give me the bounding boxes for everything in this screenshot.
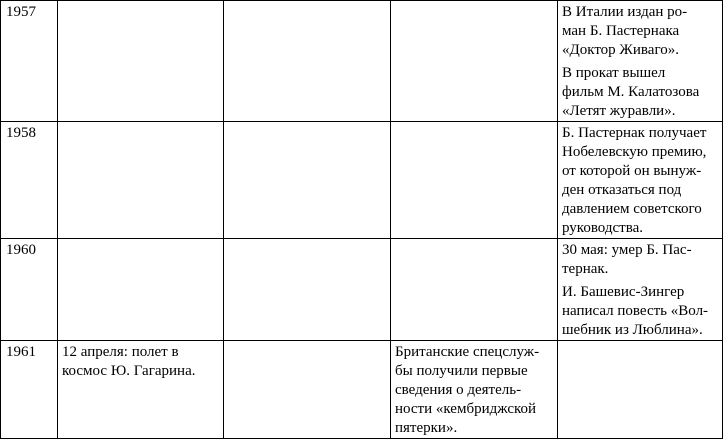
text-line: ности «кембриджской xyxy=(395,401,537,417)
event-paragraph xyxy=(562,3,718,60)
year-cell xyxy=(1,1,58,122)
event-paragraph xyxy=(62,343,219,381)
empty-cell xyxy=(58,1,224,122)
event-paragraph xyxy=(395,343,553,438)
events-cell xyxy=(58,341,224,439)
text-line: ден отказаться под xyxy=(562,182,682,198)
table-row-1961 xyxy=(1,341,723,439)
year-cell xyxy=(1,122,58,239)
text-line: «Доктор Живаго». xyxy=(562,42,679,58)
empty-cell xyxy=(391,239,558,341)
text-line: ман Б. Пастернака xyxy=(562,23,680,39)
empty-cell xyxy=(224,122,391,239)
empty-cell xyxy=(58,239,224,341)
text-line: космос Ю. Гагарина. xyxy=(62,363,196,379)
year-cell xyxy=(1,341,58,439)
text-line: руководства. xyxy=(562,220,644,236)
year-label: 1958 xyxy=(6,125,36,141)
year-label: 1961 xyxy=(6,344,36,360)
empty-cell xyxy=(224,239,391,341)
text-line: И. Башевис-Зингер xyxy=(562,284,685,300)
text-line: Нобелевскую премию, xyxy=(562,144,707,160)
events-cell xyxy=(558,122,723,239)
table-row-1958 xyxy=(1,122,723,239)
year-label: 1957 xyxy=(6,4,36,20)
event-paragraph xyxy=(562,241,718,279)
events-cell xyxy=(558,239,723,341)
text-line: шебник из Люблина». xyxy=(562,322,703,338)
event-paragraph xyxy=(562,124,718,238)
text-line: давлением советского xyxy=(562,201,702,217)
empty-cell xyxy=(391,122,558,239)
text-line: от которой он вынуж- xyxy=(562,163,702,179)
table-row-1960 xyxy=(1,239,723,341)
text-line: написал повесть «Вол- xyxy=(562,303,709,319)
events-cell xyxy=(391,341,558,439)
year-label: 1960 xyxy=(6,242,36,258)
event-paragraph xyxy=(562,64,718,121)
text-line: тернак. xyxy=(562,261,609,277)
text-line: «Летят журавли». xyxy=(562,103,676,119)
text-line: Б. Пастернак получает xyxy=(562,125,707,141)
text-line: 30 мая: умер Б. Пас- xyxy=(562,242,692,258)
empty-cell xyxy=(224,341,391,439)
text-line: фильм М. Калатозова xyxy=(562,84,700,100)
text-line: сведения о деятель- xyxy=(395,382,522,398)
year-cell xyxy=(1,239,58,341)
event-paragraph xyxy=(562,283,718,340)
events-cell xyxy=(558,1,723,122)
text-line: бы получили первые xyxy=(395,363,528,379)
empty-cell xyxy=(391,1,558,122)
text-line: 12 апреля: полет в xyxy=(62,344,179,360)
table-row-1957 xyxy=(1,1,723,122)
text-line: В прокат вышел xyxy=(562,65,666,81)
empty-cell xyxy=(558,341,723,439)
text-line: пятерки». xyxy=(395,420,458,436)
text-line: В Италии издан ро- xyxy=(562,4,688,20)
empty-cell xyxy=(224,1,391,122)
empty-cell xyxy=(58,122,224,239)
text-line: Британские спецслуж- xyxy=(395,344,540,360)
